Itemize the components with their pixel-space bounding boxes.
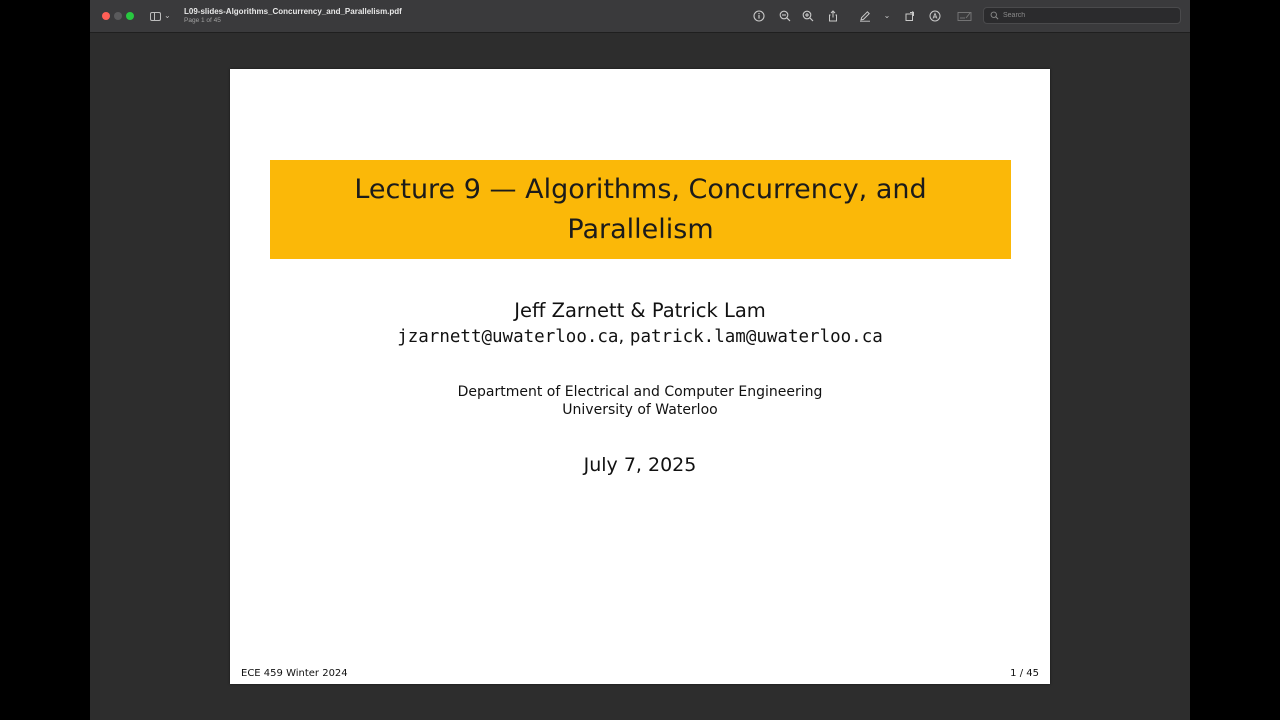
pdf-page[interactable] [230,69,1050,684]
info-icon[interactable] [752,9,766,23]
author-email-2: patrick.lam@uwaterloo.ca [629,327,883,347]
slide-authors: Jeff Zarnett & Patrick Lam [514,299,766,322]
slide-title-banner [270,160,1011,259]
slide-department: Department of Electrical and Computer Engineering [457,384,823,400]
email-separator: , [618,326,630,347]
author-email-1: jzarnett@uwaterloo.ca [397,327,619,347]
document-title: L09-slides-Algorithms_Concurrency_and_Parallelism.pdf [184,7,402,16]
markup-icon[interactable] [928,9,942,23]
preview-window [90,0,1190,720]
slide-emails [230,325,1050,349]
slide-footer-course: ECE 459 Winter 2024 [241,668,348,679]
search-icon [988,10,1000,22]
zoom-in-icon[interactable] [801,9,815,23]
markup-pen-icon[interactable] [858,9,872,23]
chevron-down-icon[interactable]: ⌄ [883,11,891,20]
sidebar-icon [150,12,161,21]
chevron-down-icon: ⌄ [164,11,171,20]
share-icon[interactable] [826,9,840,23]
maximize-window-button[interactable] [126,12,134,20]
form-fill-icon[interactable] [956,9,974,23]
sidebar-toggle-button[interactable] [150,9,176,23]
minimize-window-button[interactable] [114,12,122,20]
slide-footer-page-number: 1 / 45 [1010,668,1039,679]
rotate-icon[interactable] [903,9,917,23]
toolbar [90,0,1190,33]
search-input[interactable] [1000,12,1173,19]
slide-date: July 7, 2025 [583,454,697,476]
slide-title: Lecture 9 — Algorithms, Concurrency, and Parallelism [354,173,927,245]
close-window-button[interactable] [102,12,110,20]
search-field[interactable] [983,7,1181,24]
zoom-out-icon[interactable] [778,9,792,23]
page-indicator: Page 1 of 45 [184,17,221,24]
slide-university: University of Waterloo [562,402,718,418]
